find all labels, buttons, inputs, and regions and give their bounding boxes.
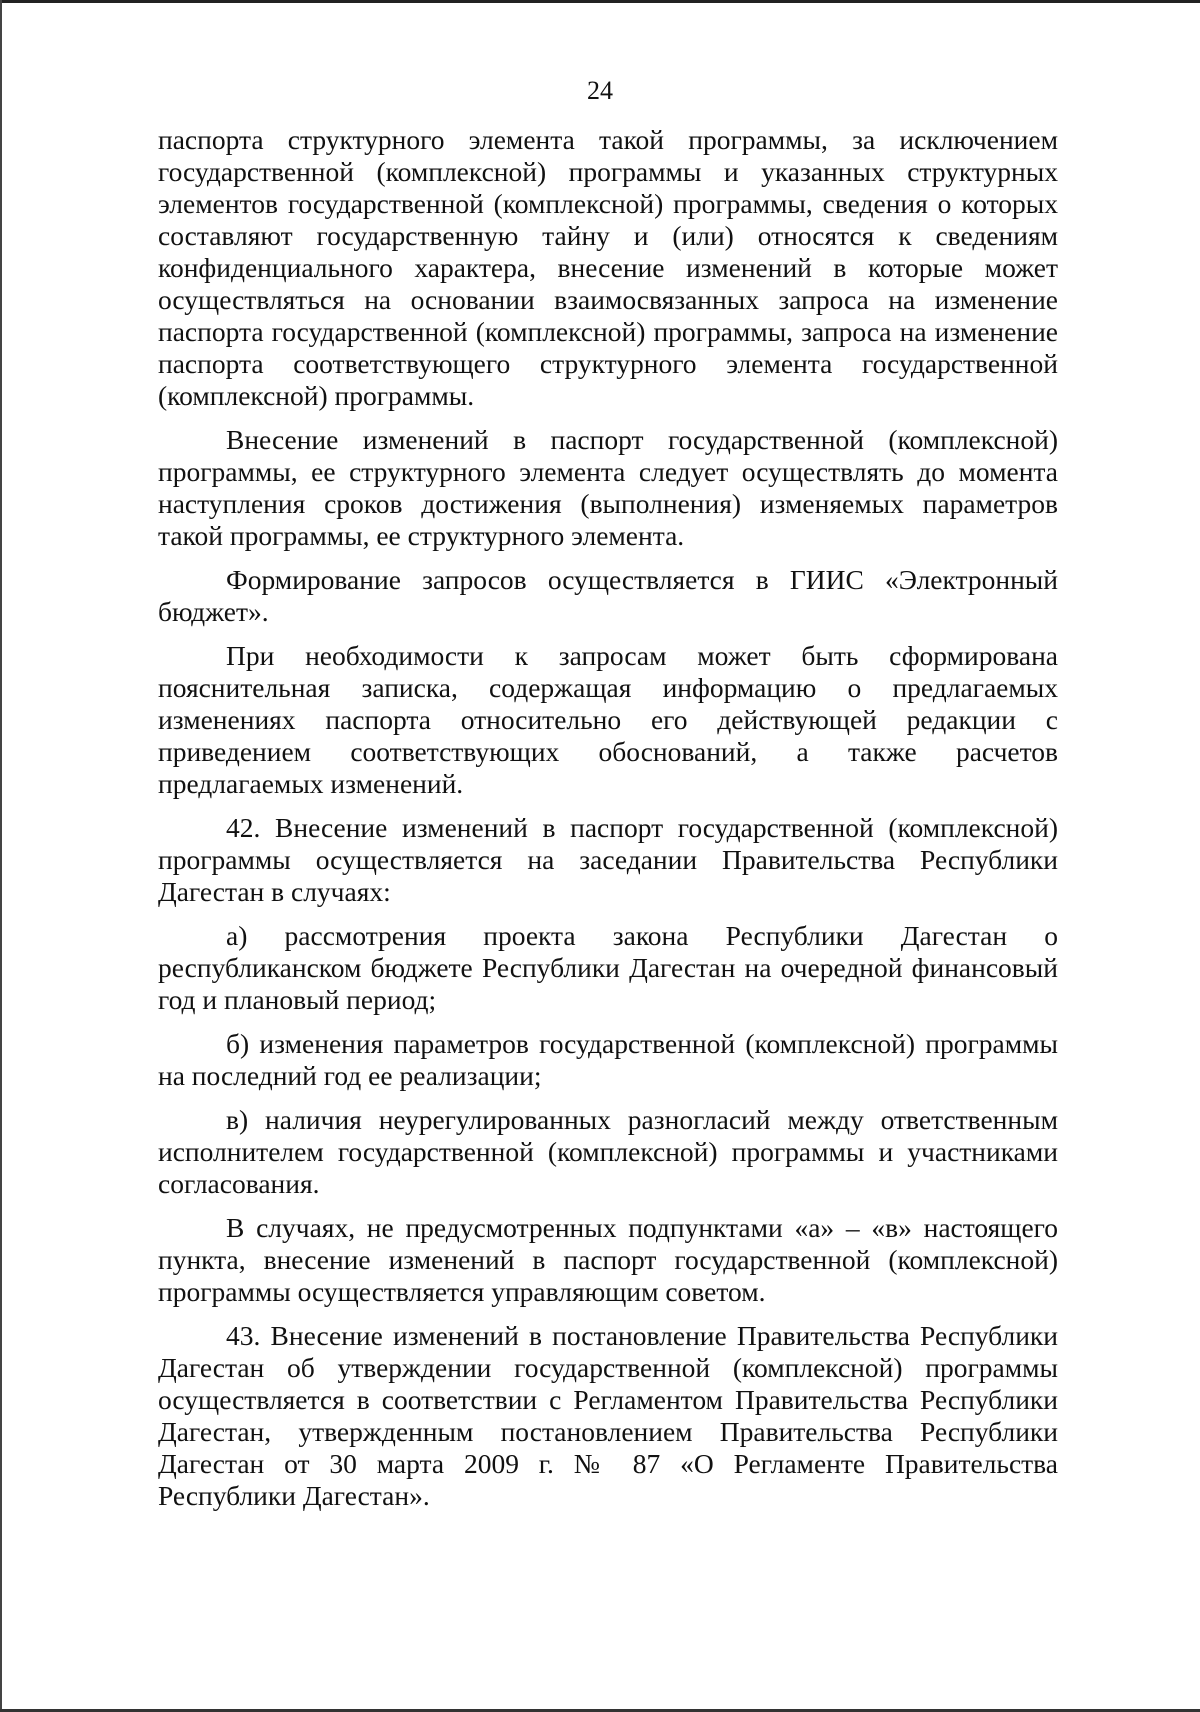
paragraph-continuation: паспорта структурного элемента такой программы, за исключением государственной (комплексной) программы и указанных структурных элементов государственной (комплексной) программы, сведения о которых составляют государственную тайну и (или) относятся к сведениям конфиденциального характера, внесение изменений в которые может осуществляться на основании взаимосвязанных запроса на изменение паспорта государственной (комплексной) программы, запроса на изменение паспорта соответствующего структурного элемента государственной (комплексной) программы.	[158, 124, 1058, 411]
paragraph-amendment-timing: Внесение изменений в паспорт государственной (комплексной) программы, ее структурного элемента следует осуществлять до момента наступления сроков достижения (выполнения) изменяемых параметров такой программы, ее структурного элемента.	[158, 424, 1058, 551]
document-body	[158, 124, 1058, 1524]
subitem-v: в) наличия неурегулированных разногласий между ответственным исполнителем государственной (комплексной) программы и участниками согласования.	[158, 1104, 1058, 1199]
paragraph-explanatory-note: При необходимости к запросам может быть сформирована пояснительная записка, содержащая информацию о предлагаемых изменениях паспорта относительно его действующей редакции с приведением соответствующих обоснований, а также расчетов предлагаемых изменений.	[158, 640, 1058, 799]
subitem-a: а) рассмотрения проекта закона Республики Дагестан о республиканском бюджете Республики Дагестан на очередной финансовый год и плановый период;	[158, 920, 1058, 1015]
paragraph-item-43: 43. Внесение изменений в постановление Правительства Республики Дагестан об утверждении государственной (комплексной) программы осуществляется в соответствии с Регламентом Правительства Республики Дагестан, утвержденным постановлением Правительства Республики Дагестан от 30 марта 2009 г. № 87 «О Регламенте Правительства Республики Дагестан».	[158, 1320, 1058, 1511]
page-number: 24	[587, 76, 613, 105]
subitem-b: б) изменения параметров государственной (комплексной) программы на последний год ее реализации;	[158, 1028, 1058, 1091]
paragraph-other-cases: В случаях, не предусмотренных подпунктами «а» – «в» настоящего пункта, внесение изменений в паспорт государственной (комплексной) программы осуществляется управляющим советом.	[158, 1212, 1058, 1307]
paragraph-item-42: 42. Внесение изменений в паспорт государственной (комплексной) программы осуществляется на заседании Правительства Республики Дагестан в случаях:	[158, 812, 1058, 907]
scan-edge-left	[0, 0, 2, 1712]
scan-edge-top	[0, 0, 1200, 3]
paragraph-request-formation: Формирование запросов осуществляется в ГИИС «Электронный бюджет».	[158, 564, 1058, 627]
